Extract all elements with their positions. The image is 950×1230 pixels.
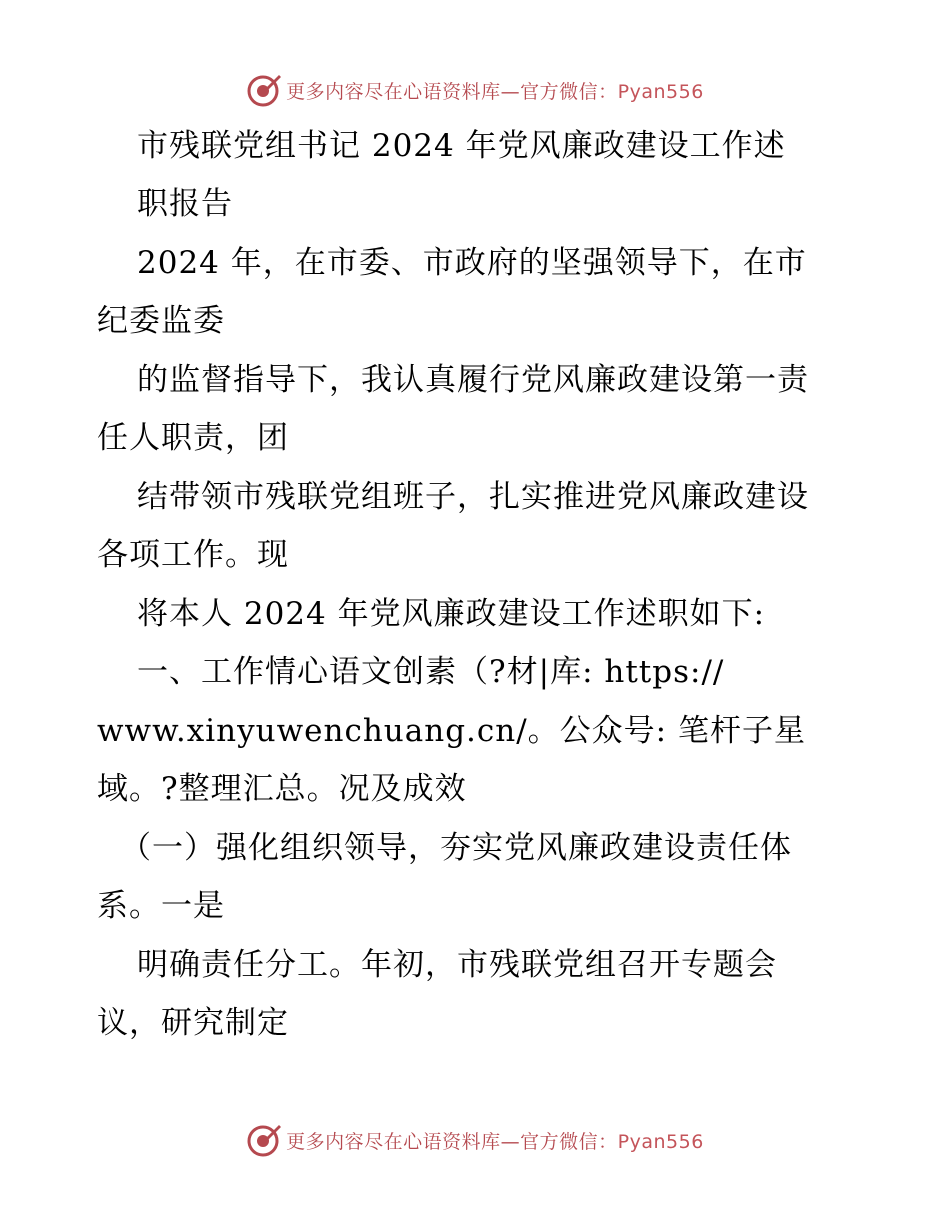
paragraph-line: 结带领市残联党组班子，扎实推进党风廉政建设 bbox=[137, 479, 809, 515]
paragraph-line: 2024 年，在市委、市政府的坚强领导下，在市 bbox=[137, 245, 807, 281]
paragraph-line: 将本人 2024 年党风廉政建设工作述职如下: bbox=[137, 596, 766, 632]
paragraph-line: 明确责任分工。年初，市残联党组召开专题会 bbox=[137, 947, 777, 983]
section-heading-line: 一、工作情心语文创素（?材|库: https:// bbox=[137, 654, 725, 690]
watermark-text: 更多内容尽在心语资料库—官方微信：Pyan556 bbox=[286, 1130, 704, 1153]
paragraph-line: 系。一是 bbox=[97, 888, 225, 924]
header-watermark bbox=[0, 70, 950, 110]
paragraph-line: 任人职责，团 bbox=[97, 420, 289, 456]
title-line-1: 市残联党组书记 2024 年党风廉政建设工作述 bbox=[137, 128, 786, 164]
paragraph-line: 议，研究制定 bbox=[97, 1005, 289, 1041]
watermark-text: 更多内容尽在心语资料库—官方微信：Pyan556 bbox=[286, 80, 704, 103]
paragraph-line: 域。?整理汇总。况及成效 bbox=[97, 771, 467, 807]
footer-watermark bbox=[0, 1120, 950, 1160]
quill-logo-icon bbox=[246, 72, 282, 108]
quill-logo-icon bbox=[246, 1122, 282, 1158]
subsection-heading-line: （一）强化组织领导，夯实党风廉政建设责任体 bbox=[120, 830, 792, 866]
paragraph-line: www.xinyuwenchuang.cn/。公众号: 笔杆子星 bbox=[97, 713, 806, 749]
paragraph-line: 纪委监委 bbox=[97, 303, 225, 339]
paragraph-line: 的监督指导下，我认真履行党风廉政建设第一责 bbox=[137, 362, 809, 398]
paragraph-line: 各项工作。现 bbox=[97, 537, 289, 573]
title-line-2: 职报告 bbox=[137, 186, 233, 222]
